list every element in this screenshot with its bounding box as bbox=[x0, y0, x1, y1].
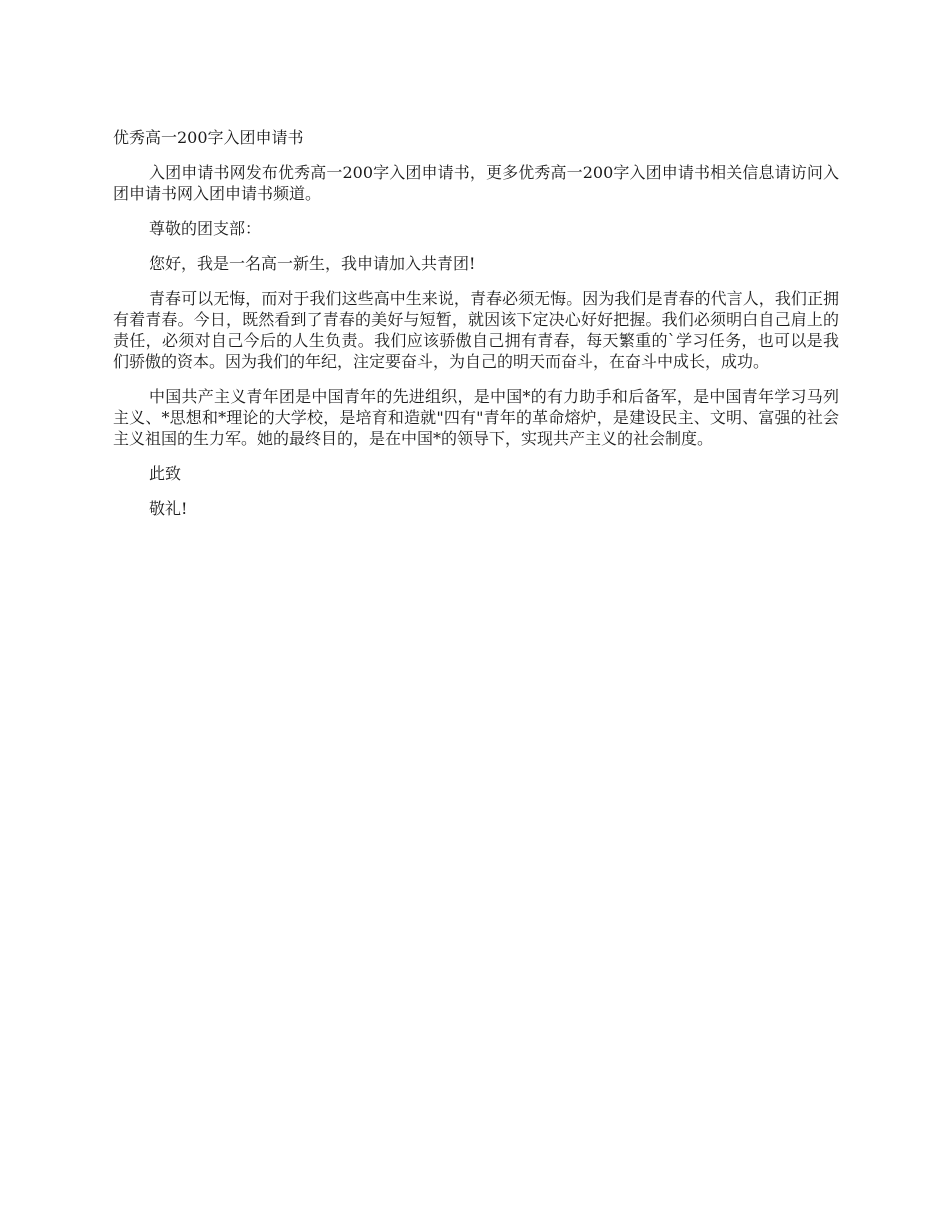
document-body bbox=[113, 127, 839, 533]
closing-line: 此致 bbox=[149, 464, 182, 483]
salutation: 尊敬的团支部： bbox=[149, 219, 262, 238]
greeting-paragraph: 您好，我是一名高一新生，我申请加入共青团! bbox=[149, 254, 476, 273]
closing-salute: 敬礼! bbox=[149, 499, 188, 518]
document-title: 优秀高一200字入团申请书 bbox=[113, 128, 304, 147]
body-paragraph-league: 中国共产主义青年团是中国青年的先进组织，是中国*的有力助手和后备军，是中国青年学习马列主义、*思想和*理论的大学校，是培育和造就"四有"青年的革命熔炉，是建设民主、文明、富强的社会主义祖国的生力军。她的最终目的，是在中国*的领导下，实现共产主义的社会制度。 bbox=[113, 387, 839, 448]
intro-paragraph: 入团申请书网发布优秀高一200字入团申请书，更多优秀高一200字入团申请书相关信息请访问入团申请书网入团申请书频道。 bbox=[113, 163, 839, 203]
body-paragraph-youth: 青春可以无悔，而对于我们这些高中生来说，青春必须无悔。因为我们是青春的代言人，我们正拥有着青春。今日，既然看到了青春的美好与短暂，就因该下定决心好好把握。我们必须明白自己肩上的责任，必须对自己今后的人生负责。我们应该骄傲自己拥有青春，每天繁重的`学习任务，也可以是我们骄傲的资本。因为我们的年纪，注定要奋斗，为自己的明天而奋斗，在奋斗中成长，成功。 bbox=[113, 289, 839, 371]
